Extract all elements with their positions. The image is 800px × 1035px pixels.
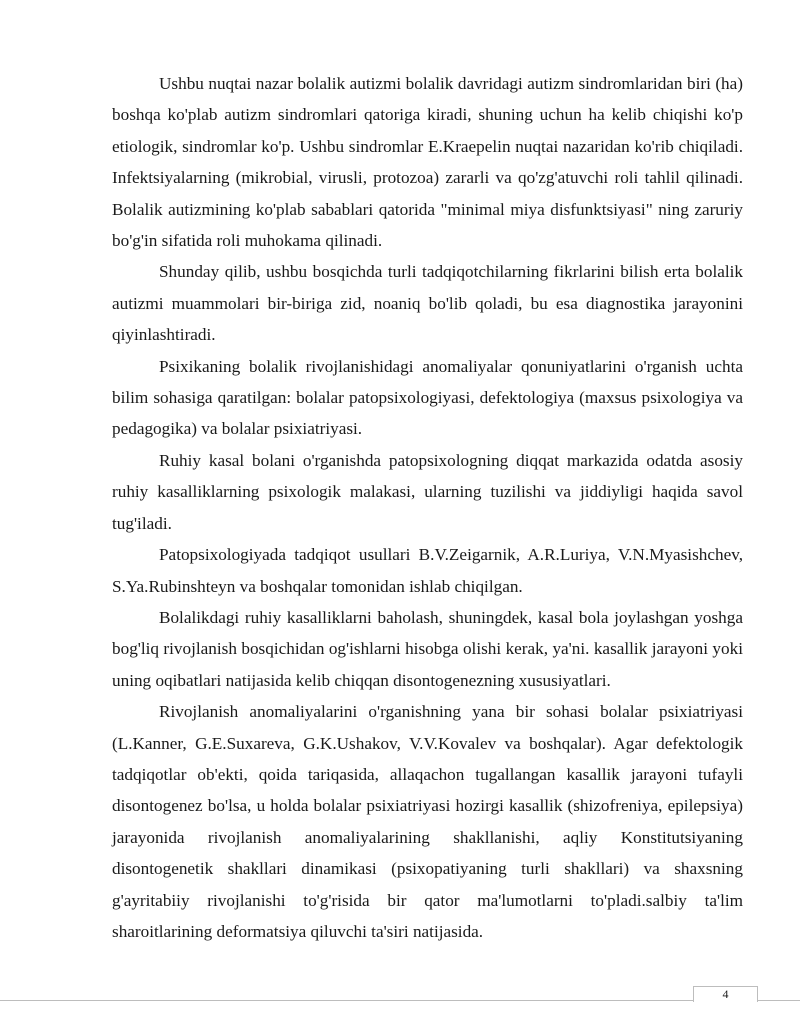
paragraph: Patopsixologiyada tadqiqot usullari B.V.Zeigarnik, A.R.Luriya, V.N.Myasishchev, S.Ya.Rubinshteyn va boshqalar tomonidan ishlab chiqilgan.	[112, 545, 743, 596]
paragraph: Bolalikdagi ruhiy kasalliklarni baholash, shuningdek, kasal bola joylashgan yoshga bog'liq rivojlanish bosqichidan og'ishlarni hisobga olishi kerak, ya'ni. kasallik jarayoni yoki uning oqibatlari natijasida kelib chiqqan disontogenezning xususiyatlari.	[112, 607, 743, 690]
paragraph: Rivojlanish anomaliyalarini o'rganishning yana bir sohasi bolalar psixiatriyasi (L.Kanner, G.E.Suxareva, G.K.Ushakov, V.V.Kovalev va boshqalar). Agar defektologik tadqiqotlar ob'ekti, qoida tariqasida, allaqachon tugallangan kasallik jarayoni tufayli disontogenez bo'lsa, u holda bolalar psixiatriyasi hozirgi kasallik (shizofreniya, epilepsiya) jarayonida rivojlanish anomaliyalarining shakllanishi, aqliy Konstitutsiyaning disontogenetik shakllari dinamikasi (psixopatiyaning turli shakllari) va shaxsning g'ayritabiiy rivojlanishi to'g'risida bir qator ma'lumotlarni to'pladi.salbiy ta'lim sharoitlarining deformatsiya qiluvchi ta'siri natijasida.	[112, 702, 743, 941]
paragraph: Psixikaning bolalik rivojlanishidagi anomaliyalar qonuniyatlarini o'rganish uchta bilim sohasiga qaratilgan: bolalar patopsixologiyasi, defektologiya (maxsus psixologiya va pedagogika) va bolalar psixiatriyasi.	[112, 356, 743, 439]
paragraph: Ushbu nuqtai nazar bolalik autizmi bolalik davridagi autizm sindromlaridan biri (ha) boshqa ko'plab autizm sindromlari qatoriga kiradi, shuning uchun ha kelib chiqishi ko'p etiologik, sindromlar ko'p. Ushbu sindromlar E.Kraepelin nuqtai nazaridan ko'rib chiqiladi. Infektsiyalarning (mikrobial, virusli, protozoa) zararli va qo'zg'atuvchi roli tahlil qilinadi. Bolalik autizmining ko'plab sabablari qatorida "minimal miya disfunktsiyasi" ning zaruriy bo'g'in sifatida roli muhokama qilinadi.	[112, 74, 743, 251]
document-body	[112, 68, 743, 947]
paragraph: Shunday qilib, ushbu bosqichda turli tadqiqotchilarning fikrlarini bilish erta bolalik autizmi muammolari bir-biriga zid, noaniq bo'lib qoladi, bu esa diagnostika jarayonini qiyinlashtiradi.	[112, 262, 743, 345]
footer-divider	[0, 1000, 800, 1001]
paragraph: Ruhiy kasal bolani o'rganishda patopsixologning diqqat markazida odatda asosiy ruhiy kasalliklarning psixologik malakasi, ularning tuzilishi va jiddiyligi haqida savol tug'iladi.	[112, 450, 743, 533]
page-number: 4	[693, 986, 758, 1002]
